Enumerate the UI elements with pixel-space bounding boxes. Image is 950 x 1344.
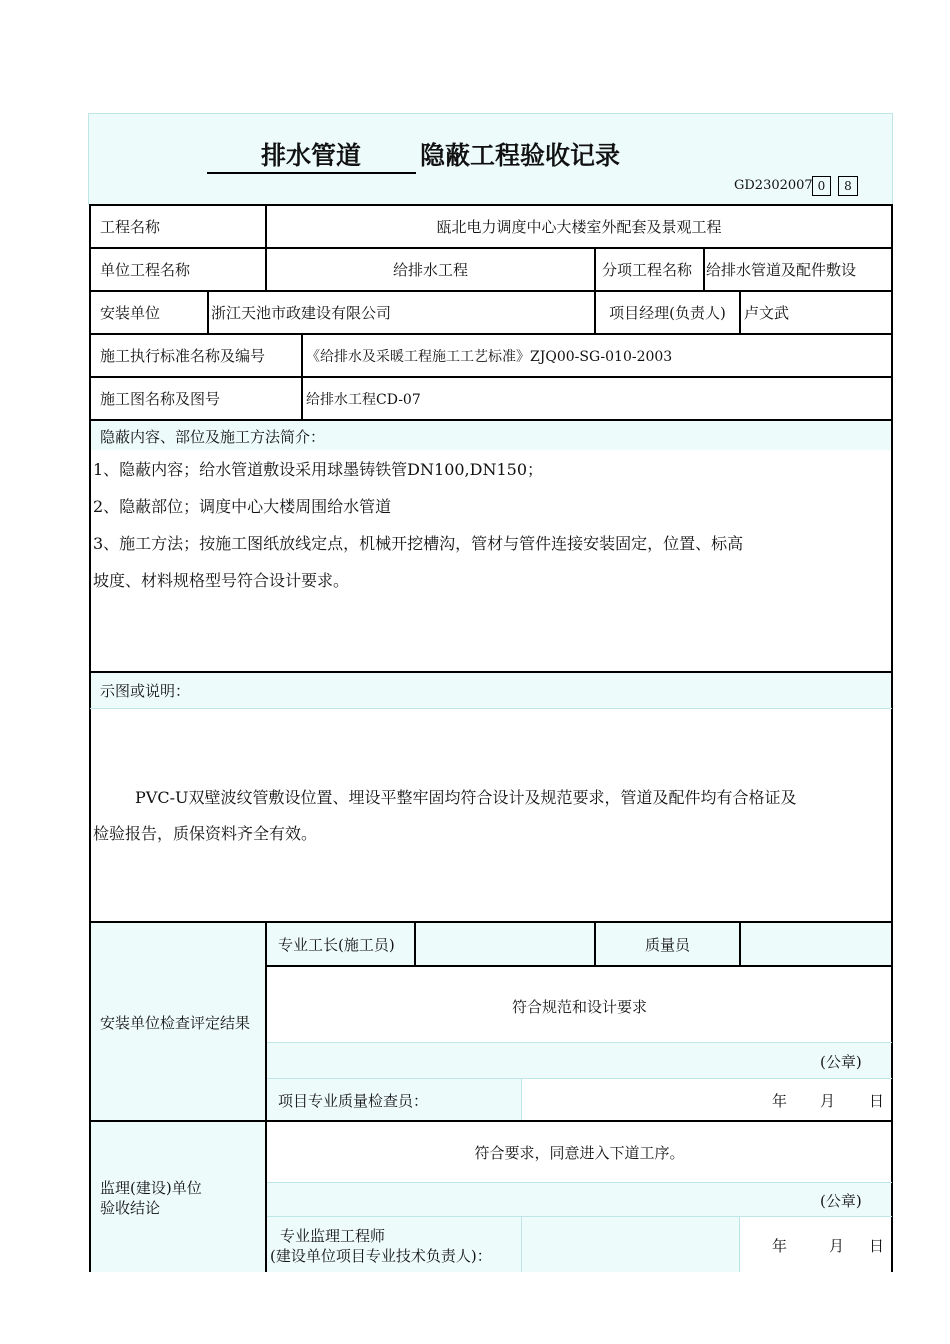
hidden-line-3: 3、施工方法；按施工图纸放线定点，机械开挖槽沟，管材与管件连接安装固定，位置、标高: [93, 534, 744, 553]
sub-project-label: 分项工程名称: [602, 261, 693, 279]
header-top-line: [88, 113, 893, 114]
col-line-j: [739, 921, 741, 965]
standard-label: 施工执行标准名称及编号: [100, 347, 266, 365]
inspector-value-white: [522, 1078, 892, 1120]
install-check-label: 安装单位检查评定结果: [100, 1013, 251, 1032]
row-line-7: [89, 921, 893, 923]
table-left-border: [89, 204, 91, 1272]
sub-project-value: 给排水管道及配件敷设: [706, 261, 857, 279]
install-year: 年: [772, 1091, 788, 1110]
col-line-c: [703, 247, 705, 290]
hidden-section-label: 隐蔽内容、部位及施工方法简介：: [100, 427, 326, 446]
code-box-2: 8: [838, 176, 858, 196]
header-left-line: [88, 113, 89, 205]
col-line-m: [739, 1216, 740, 1272]
diagram-line-1: PVC-U双壁波纹管敷设位置、埋设平整牢固均符合设计及规范要求，管道及配件均有合格证及: [135, 788, 797, 807]
hidden-line-2: 2、隐蔽部位；调度中心大楼周围给水管道: [93, 497, 392, 516]
unit-project-value: 给排水工程: [392, 261, 468, 279]
drawing-value: 给排水工程CD-07: [306, 391, 421, 408]
install-seal: (公章): [820, 1052, 862, 1071]
foreman-row-bottom: [266, 965, 893, 967]
header-right-line: [892, 113, 893, 205]
install-seal-line: [267, 1078, 892, 1079]
form-code: GD2302007: [734, 178, 813, 193]
diagram-label-line: [90, 708, 892, 709]
foreman-label: 专业工长(施工员): [278, 935, 395, 954]
col-line-f: [301, 333, 303, 419]
manager-label: 项目经理(负责人): [609, 304, 726, 322]
supervision-month: 月: [829, 1236, 845, 1255]
install-result-line: [267, 1042, 892, 1043]
col-line-g: [265, 921, 267, 1272]
hidden-line-4: 坡度、材料规格型号符合设计要求。: [93, 571, 350, 590]
inspector-label: 项目专业质量检查员：: [278, 1091, 429, 1110]
project-name-value: 瓯北电力调度中心大楼室外配套及景观工程: [436, 218, 722, 236]
unit-project-label: 单位工程名称: [100, 261, 191, 279]
title-prefix: 排水管道: [261, 141, 362, 170]
col-line-h: [414, 921, 416, 965]
supervision-seal-line: [267, 1216, 892, 1217]
page-title: 隐蔽工程验收记录: [420, 141, 621, 170]
col-line-d: [207, 290, 209, 333]
supervision-seal: (公章): [820, 1191, 862, 1210]
install-unit-label: 安装单位: [100, 304, 161, 322]
quality-label: 质量员: [644, 935, 690, 954]
install-result: 符合规范和设计要求: [511, 997, 647, 1016]
project-name-label: 工程名称: [100, 218, 161, 236]
diagram-label-band: [90, 672, 892, 708]
title-underline: [207, 172, 416, 174]
diagram-section-label: 示图或说明：: [100, 682, 191, 700]
supervision-day: 日: [869, 1236, 885, 1255]
engineer-label-1: 专业监理工程师: [280, 1226, 386, 1245]
install-day: 日: [869, 1091, 885, 1110]
hidden-line-1: 1、隐蔽内容；给水管道敷设采用球墨铸铁管DN100,DN150；: [93, 460, 544, 479]
drawing-label: 施工图名称及图号: [100, 390, 221, 408]
supervision-result: 符合要求，同意进入下道工序。: [474, 1143, 685, 1162]
table-right-border: [891, 204, 893, 1272]
standard-value: 《给排水及采暖工程施工工艺标准》ZJQ00-SG-010-2003: [306, 348, 673, 365]
col-line-e: [739, 290, 741, 333]
code-box-1: 0: [812, 176, 831, 196]
supervision-label-1: 监理(建设)单位: [100, 1178, 202, 1197]
supervision-label-2: 验收结论: [100, 1198, 161, 1217]
row-line-6: [89, 671, 893, 673]
install-month: 月: [820, 1091, 836, 1110]
row-line-8: [89, 1120, 893, 1122]
col-line-l: [521, 1216, 522, 1272]
diagram-line-2: 检验报告，质保资料齐全有效。: [93, 824, 318, 843]
col-line-k: [521, 1078, 522, 1120]
install-unit-value: 浙江天池市政建设有限公司: [211, 304, 392, 322]
supervision-result-line: [267, 1182, 892, 1183]
supervision-year: 年: [772, 1236, 788, 1255]
manager-value: 卢文武: [744, 304, 790, 322]
engineer-label-2: (建设单位项目专业技术负责人)：: [270, 1246, 492, 1265]
